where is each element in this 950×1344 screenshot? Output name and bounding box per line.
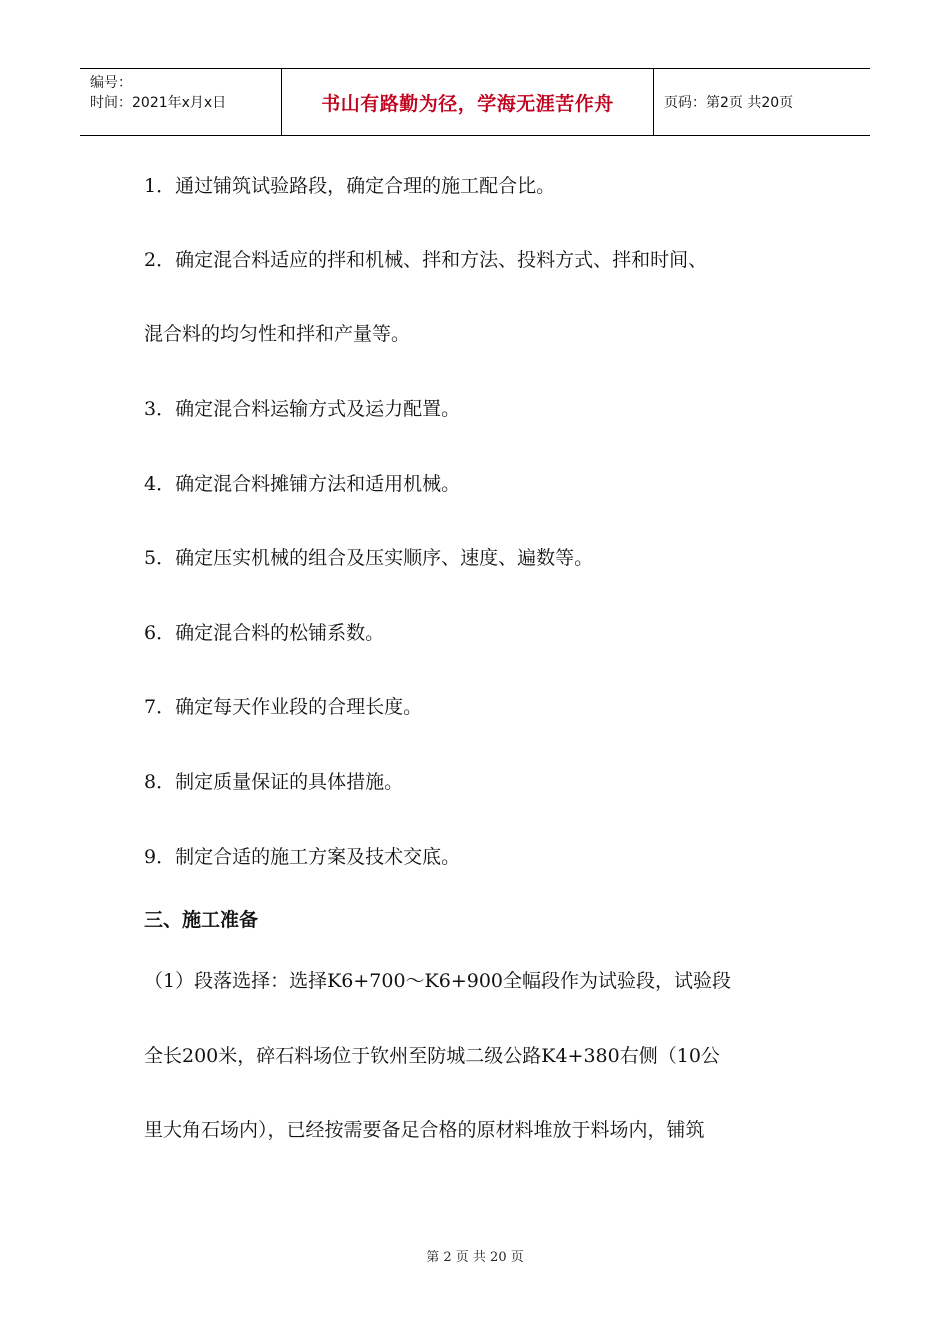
header-time: 时间：2021年x月x日	[90, 95, 227, 111]
header-number: 编号：	[90, 75, 132, 91]
prep-paragraph-line: 里大角石场内），已经按需要备足合格的原材料堆放于料场内，铺筑	[144, 1119, 705, 1141]
list-item-continuation: 混合料的均匀性和拌和产量等。	[144, 323, 411, 345]
page-footer: 第 2 页 共 20 页	[426, 1250, 524, 1265]
prep-paragraph-line: （1）段落选择：选择K6+700～K6+900全幅段作为试验段，试验段	[144, 970, 732, 992]
section-heading: 三、施工准备	[144, 909, 259, 931]
list-item: 5．确定压实机械的组合及压实顺序、速度、遍数等。	[144, 547, 594, 569]
header-meta	[80, 69, 282, 135]
list-item: 4．确定混合料摊铺方法和适用机械。	[144, 473, 461, 495]
list-item: 8．制定质量保证的具体措施。	[144, 771, 404, 793]
list-item: 6．确定混合料的松铺系数。	[144, 622, 385, 644]
header-page-info: 页码：第2页 共20页	[664, 95, 794, 111]
page-header	[80, 68, 870, 136]
list-item: 1．通过铺筑试验路段，确定合理的施工配合比。	[144, 175, 556, 197]
list-item: 7．确定每天作业段的合理长度。	[144, 696, 423, 718]
list-item: 9．制定合适的施工方案及技术交底。	[144, 846, 461, 868]
header-motto: 书山有路勤为径，学海无涯苦作舟	[282, 69, 654, 135]
list-item: 2．确定混合料适应的拌和机械、拌和方法、投料方式、拌和时间、	[144, 249, 708, 271]
list-item: 3．确定混合料运输方式及运力配置。	[144, 398, 461, 420]
prep-paragraph-line: 全长200米，碎石料场位于钦州至防城二级公路K4+380右侧（10公	[144, 1045, 720, 1067]
